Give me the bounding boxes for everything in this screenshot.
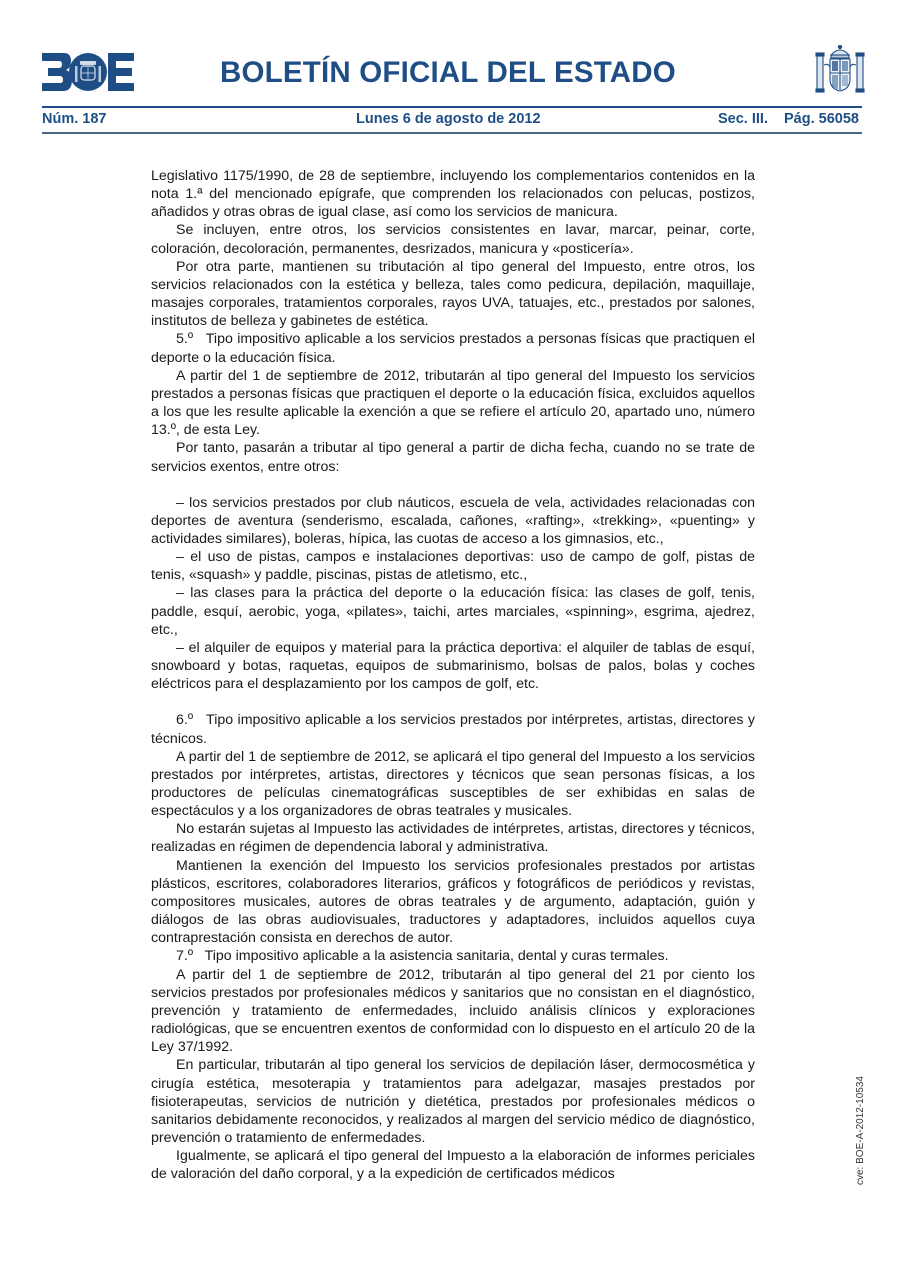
paragraph: En particular, tributarán al tipo general los servicios de depilación láser, dermocosmética y cirugía estética, mesoterapia y tratamientos para adelgazar, masajes prestados por fisioterapeutas, servicios de nutrición y dietética, prestados por profesionales médicos o sanitarios debidamente reconocidos, y realizados al margen del servicio médico de diagnóstico, prevención o tratamiento de enfermedades. <box>151 1057 755 1146</box>
section-heading-6: 6.º Tipo impositivo aplicable a los servicios prestados por intérpretes, artistas, directores y técnicos. <box>151 712 759 747</box>
section-heading-7: 7.º Tipo impositivo aplicable a la asistencia sanitaria, dental y curas termales. <box>176 948 669 965</box>
paragraph: A partir del 1 de septiembre de 2012, tributarán al tipo general del Impuesto los servicios prestados a personas físicas que practiquen el deporte o la educación física, excluidos aquellos a los que les resulte aplicable la exención a que se refiere el artículo 20, apartado uno, número 13.º, de esta Ley. <box>151 367 755 439</box>
paragraph: Igualmente, se aplicará el tipo general del Impuesto a la elaboración de informes periciales de valoración del daño corporal, y a la expedición de certificados médicos <box>151 1148 755 1183</box>
page-title: BOLETÍN OFICIAL DEL ESTADO <box>220 56 676 89</box>
paragraph: A partir del 1 de septiembre de 2012, tributarán al tipo general del 21 por ciento los servicios prestados por profesionales médicos y sanitarios que no consistan en el diagnóstico, prevención y tratamiento de enfermedades, incluido análisis clínicos y exploraciones radiológicas, que se encuentren exentos de conformidad con lo dispuesto en el artículo 20 de la Ley 37/1992. <box>151 966 755 1056</box>
list-item: – el alquiler de equipos y material para la práctica deportiva: el alquiler de tablas de esquí, snowboard y botas, raquetas, equipos de submarinismo, bolsas de palos, bolas y coches eléctricos para el desplazamiento por los campos de golf, etc. <box>151 639 755 693</box>
cve-identifier: cve: BOE-A-2012-10534 <box>855 1076 866 1185</box>
list-item: – las clases para la práctica del deporte o la educación física: las clases de golf, tenis, paddle, esquí, aerobic, yoga, «pilates», taichi, artes marciales, «spinning», esgrima, ajedrez, etc., <box>151 585 755 638</box>
document-body <box>151 167 759 1183</box>
paragraph: Por tanto, pasarán a tributar al tipo general a partir de dicha fecha, cuando no se trate de servicios exentos, entre otros: <box>151 440 755 475</box>
header-rule-top <box>42 106 862 108</box>
list-item: – el uso de pistas, campos e instalaciones deportivas: uso de campo de golf, pistas de tenis, «squash» y paddle, piscinas, pistas de atletismo, etc., <box>151 549 755 584</box>
page-number: Pág. 56058 <box>784 111 859 127</box>
page-header <box>0 0 906 140</box>
boe-logo-icon <box>42 53 134 91</box>
coat-of-arms-icon <box>815 43 865 95</box>
section-label: Sec. III. <box>718 111 768 127</box>
list-item: – los servicios prestados por club náuticos, escuela de vela, actividades relacionadas con deportes de aventura (senderismo, escalada, cañones, «rafting», «trekking», «puenting» y actividades similares), boleras, hípica, las cuotas de acceso a los gimnasios, etc., <box>151 494 755 547</box>
paragraph: Por otra parte, mantienen su tributación al tipo general del Impuesto, entre otros, los servicios relacionados con la estética y belleza, tales como pedicura, depilación, maquillaje, masajes corporales, tratamientos corporales, rayos UVA, tatuajes, etc., prestados por salones, institutos de belleza y gabinetes de estética. <box>151 258 755 330</box>
paragraph-continuation: Legislativo 1175/1990, de 28 de septiembre, incluyendo los complementarios contenidos en la nota 1.ª del mencionado epígrafe, que comprenden los relacionados con pelucas, postizos, añadidos y otras obras de igual clase, así como los servicios de manicura. <box>151 168 755 221</box>
issue-number: Núm. 187 <box>42 111 107 127</box>
header-rule-bottom <box>42 132 862 134</box>
paragraph: Mantienen la exención del Impuesto los servicios profesionales prestados por artistas plásticos, escritores, colaboradores literarios, gráficos y fotográficos de periódicos y revistas, compositores musicales, autores de obras teatrales y de argumento, adaptación, guión y diálogos de las obras audiovisuales, traductores y adaptadores, incluidos aquellos cuya contraprestación consista en derechos de autor. <box>151 857 755 947</box>
paragraph: No estarán sujetas al Impuesto las actividades de intérpretes, artistas, directores y técnicos, realizadas en régimen de dependencia laboral y administrativa. <box>151 821 755 856</box>
paragraph: Se incluyen, entre otros, los servicios consistentes en lavar, marcar, peinar, corte, coloración, decoloración, permanentes, desrizados, manicura y «posticería». <box>151 222 755 257</box>
section-heading-5: 5.º Tipo impositivo aplicable a los servicios prestados a personas físicas que practiquen el deporte o la educación física. <box>151 331 759 366</box>
paragraph: A partir del 1 de septiembre de 2012, se aplicará el tipo general del Impuesto a los servicios prestados por intérpretes, artistas, directores y técnicos que sean personas físicas, a los productores de películas cinematográficas susceptibles de ser exhibidas en salas de espectáculos y a los organizadores de obras teatrales y musicales. <box>151 748 755 820</box>
issue-date: Lunes 6 de agosto de 2012 <box>356 111 541 127</box>
